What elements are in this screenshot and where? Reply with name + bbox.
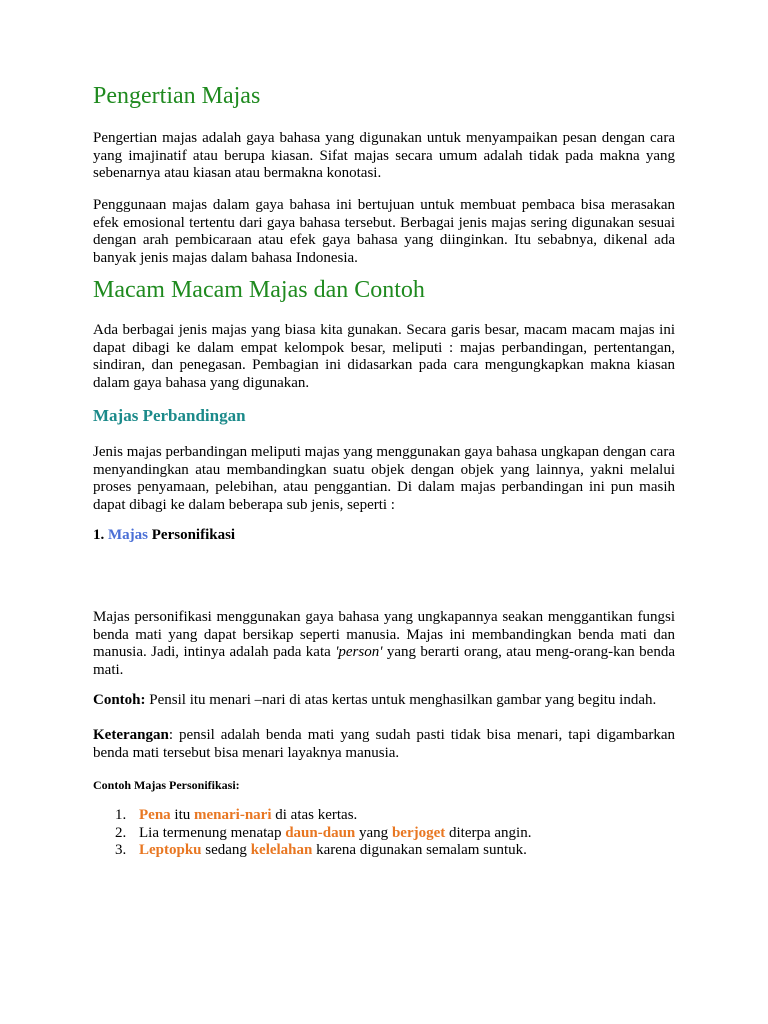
list-title-contoh-personifikasi: Contoh Majas Personifikasi: bbox=[93, 778, 240, 792]
heading-majas-perbandingan: Majas Perbandingan bbox=[93, 406, 246, 425]
examples-list bbox=[115, 807, 531, 860]
paragraph-perbandingan-1: Jenis majas perbandingan meliputi majas yang menggunakan gaya bahasa ungkapan dengan cara menyandingkan atau membandingkan suatu objek dengan objek yang lainnya, yakni melalui proses penyamaan, pelebihan, atau penggantian. Di dalam majas perbandingan ini pun masih dapat dibagi ke dalam beberapa sub jenis, seperti : bbox=[93, 444, 675, 513]
subheading-personifikasi-word: Personifikasi bbox=[151, 527, 236, 543]
subheading-majas-word: Majas bbox=[108, 527, 148, 543]
keterangan-label: Keterangan bbox=[93, 727, 169, 743]
paragraph-macam-1: Ada berbagai jenis majas yang biasa kita gunakan. Secara garis besar, macam macam majas ini dapat dibagi ke dalam empat kelompok besar, meliputi : majas perbandingan, pertentangan, sindiran, dan penegasan. Pembagian ini didasarkan pada cara mengungkapkan makna kiasan dalam gaya bahasa yang digunakan. bbox=[93, 322, 675, 391]
paragraph-contoh bbox=[93, 692, 675, 710]
term-person: 'person' bbox=[335, 644, 383, 660]
paragraph-pengertian-2: Penggunaan majas dalam gaya bahasa ini bertujuan untuk membuat pembaca bisa merasakan efek emosional tertentu dari gaya bahasa tersebut. Berbagai jenis majas sering digunakan sesuai dengan arah pembicaraan atau efek gaya bahasa yang diinginkan. Itu sebabnya, dikenal ada banyak jenis majas dalam bahasa Indonesia. bbox=[93, 197, 675, 266]
subheading-number: 1. bbox=[93, 527, 105, 543]
list-item: 3. Leptopku sedang kelelahan karena digunakan semalam suntuk. bbox=[115, 842, 527, 858]
list-item: 2. Lia termenung menatap daun-daun yang berjoget diterpa angin. bbox=[115, 824, 532, 841]
heading-pengertian-majas: Pengertian Majas bbox=[93, 83, 261, 109]
contoh-text: Pensil itu menari –nari di atas kertas untuk menghasilkan gambar yang begitu indah. bbox=[149, 692, 657, 708]
subheading-personifikasi bbox=[93, 527, 235, 545]
keterangan-text: : pensil adalah benda mati yang sudah pasti tidak bisa menari, tapi digambarkan benda mati tersebut bisa menari layaknya manusia. bbox=[93, 727, 675, 761]
heading-macam-majas: Macam Macam Majas dan Contoh bbox=[93, 277, 425, 303]
contoh-label: Contoh: bbox=[93, 692, 146, 708]
paragraph-pengertian-1: Pengertian majas adalah gaya bahasa yang digunakan untuk menyampaikan pesan dengan cara yang imajinatif atau berupa kiasan. Sifat majas secara umum adalah tidak pada makna yang sebenarnya atau kiasan atau bermakna konotasi. bbox=[93, 130, 675, 181]
paragraph-personifikasi-text-b: yang berarti orang, atau meng-orang-kan benda mati. bbox=[93, 644, 675, 678]
paragraph-personifikasi-text-a: Majas personifikasi menggunakan gaya bahasa yang ungkapannya seakan menggantikan fungsi benda mati yang dapat bersikap seperti manusia. Majas ini membandingkan benda mati dan manusia. Jadi, intinya adalah pada kata bbox=[93, 609, 675, 660]
paragraph-personifikasi-1 bbox=[93, 609, 675, 679]
paragraph-keterangan bbox=[93, 727, 675, 762]
list-item: 1. Pena itu menari-nari di atas kertas. bbox=[115, 807, 358, 823]
